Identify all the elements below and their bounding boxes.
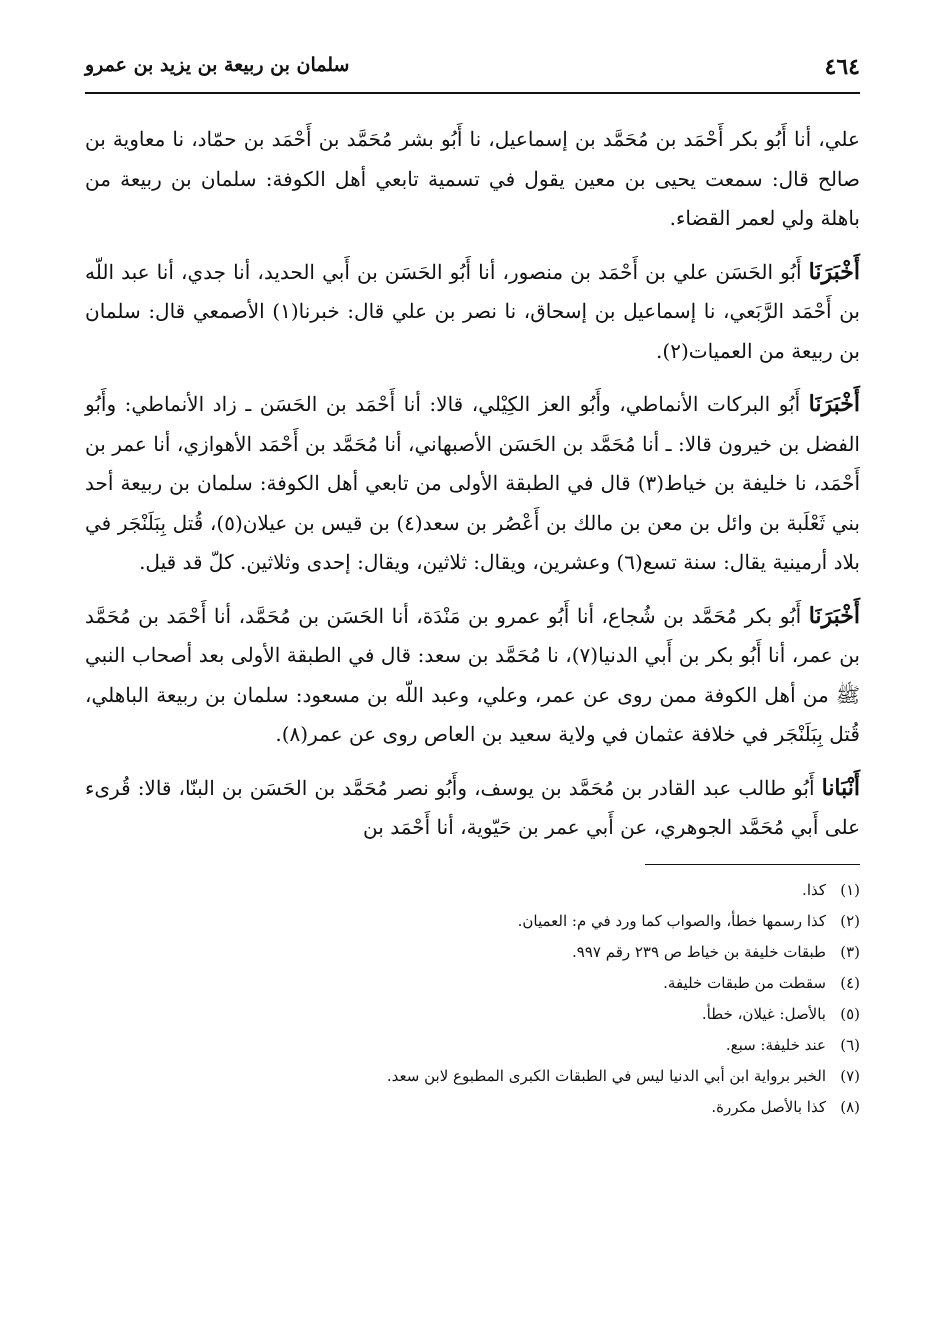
footnote-text: كذا رسمها خطأ، والصواب كما ورد في م: العميان. (517, 911, 826, 930)
page-number: ٤٦٤ (824, 54, 860, 80)
paragraph (85, 120, 860, 239)
footnote-text: كذا. (802, 880, 826, 899)
running-title: سلمان بن ربيعة بن يزيد بن عمرو (85, 54, 350, 76)
paragraph-lead: أَخْبَرَنَا (808, 258, 860, 285)
footnote (85, 875, 860, 906)
footnote-text: طبقات خليفة بن خياط ص ٢٣٩ رقم ٩٩٧. (571, 942, 826, 961)
footnote (85, 906, 860, 937)
paragraph (85, 253, 860, 372)
footnote-number: (٥) (840, 1004, 860, 1023)
paragraph (85, 769, 860, 848)
footnote (85, 1092, 860, 1123)
paragraph-lead: أَخْبَرَنَا (808, 602, 861, 629)
paragraph-text: أَبُو الحَسَن علي بن أَحْمَد بن منصور، أنا أَبُو الحَسَن بن أَبي الحديد، أنا جدي، أنا عبد اللّه بن أَحْمَد الرَّبَعي، نا إسماعيل بن إسحاق، نا نصر بن علي قال: خبرنا(١) الأصمعي قال: سلمان بن ربيعة من العميات(٢). (85, 259, 860, 363)
footnote (85, 1061, 860, 1092)
paragraph-text: أَبُو طالب عبد القادر بن مُحَمَّد بن يوسف، وأَبُو نصر مُحَمَّد بن الحَسَن بن البنّا، قالا: قُرىء على أَبي مُحَمَّد الجوهري، عن أَبي عمر بن حَيّوية، أنا أَحْمَد بن (85, 775, 860, 839)
footnote (85, 937, 860, 968)
running-header (85, 40, 860, 96)
footnote-text: سقطت من طبقات خليفة. (663, 973, 826, 992)
paragraph-text: علي، أنا أَبُو بكر أَحْمَد بن مُحَمَّد بن إسماعيل، نا أَبُو بشر مُحَمَّد بن أَحْمَد بن حمّاد، نا معاوية بن صالح قال: سمعت يحيى بن معين يقول في تسمية تابعي أهل الكوفة: سلمان بن ربيعة من باهلة ولي لعمر القضاء. (85, 127, 860, 230)
paragraph (85, 385, 860, 583)
footnote-text: عند خليفة: سبع. (725, 1035, 826, 1054)
paragraph (85, 597, 860, 755)
book-page (85, 40, 860, 1123)
footnote (85, 999, 860, 1030)
footnote-text: الخبر برواية ابن أبي الدنيا ليس في الطبقات الكبرى المطبوع لابن سعد. (386, 1066, 826, 1085)
main-text (85, 120, 860, 848)
paragraph-lead: أَنْبَانا (821, 774, 861, 801)
footnote-number: (٨) (840, 1097, 860, 1116)
footnote-number: (٣) (840, 942, 860, 961)
footnotes (85, 875, 860, 1123)
footnote-text: كذا بالأصل مكررة. (711, 1097, 826, 1116)
footnote-number: (٢) (840, 911, 860, 930)
footnote (85, 968, 860, 999)
footnote (85, 1030, 860, 1061)
header-rule (85, 92, 860, 94)
paragraph-lead: أَخْبَرَنَا (808, 391, 860, 417)
footnote-number: (٧) (840, 1066, 860, 1085)
paragraph-text: أَبُو البركات الأنماطي، وأَبُو العز الكِيْلي، قالا: أنا أَحْمَد بن الحَسَن ـ زاد الأنماطي: وأَبُو الفضل بن خيرون قالا: ـ أنا مُحَمَّد بن الحَسَن الأصبهاني، أنا مُحَمَّد بن أَحْمَد الأهوازي، أنا عمر بن أَحْمَد، نا خليفة بن خياط(٣) قال في الطبقة الأولى من تابعي أهل الكوفة: سلمان بن ربيعة أحد بني ثَعْلَبة بن وائل بن معن بن مالك بن أَعْصُر بن سعد(٤) بن قيس بن عيلان(٥)، قُتل بِبَلَنْجَر في بلاد أرمينية يقال: سنة تسع(٦) وعشرين، ويقال: ثلاثين، ويقال: إحدى وثلاثين. كلّ قد قيل. (85, 392, 860, 574)
footnote-rule (645, 864, 860, 865)
footnote-number: (١) (840, 880, 860, 899)
footnote-number: (٤) (840, 973, 860, 992)
footnote-number: (٦) (840, 1035, 860, 1054)
footnote-text: بالأصل: غيلان، خطأ. (701, 1004, 826, 1023)
paragraph-text: أَبُو بكر مُحَمَّد بن شُجاع، أنا أَبُو عمرو بن مَنْدَة، أنا الحَسَن بن مُحَمَّد، أنا أَحْمَد بن مُحَمَّد بن عمر، أنا أَبُو بكر بن أَبي الدنيا(٧)، نا مُحَمَّد بن سعد: قال في الطبقة الأولى بعد أصحاب النبي ﷺ من أهل الكوفة ممن روى عن عمر، وعلي، وعبد اللّه بن مسعود: سلمان بن ربيعة الباهلي، قُتل بِبَلَنْجَر في خلافة عثمان في ولاية سعيد بن العاص روى عن عمر(٨). (85, 603, 860, 746)
